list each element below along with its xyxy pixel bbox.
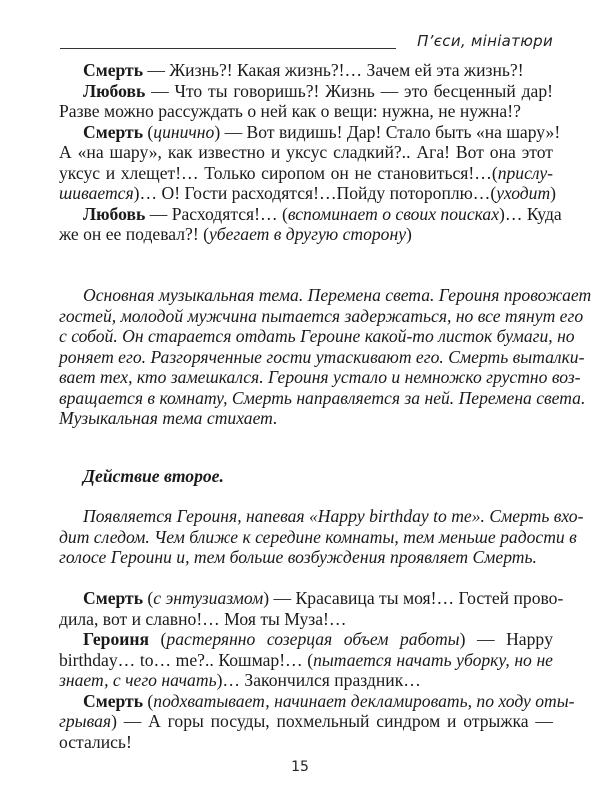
text-line [59, 60, 553, 81]
body-text: Разве можно рассуждать о ней как о вещи: нужна, не нужна!? [59, 101, 521, 121]
italic-text: вращается в комнату, Смерть направляется за ней. Перемена света. [59, 387, 586, 408]
act-heading [59, 466, 553, 487]
body-text: ) — А горы посуды, похмельный синдром и отрыжка — [111, 711, 553, 731]
body-text: А «на шару», как известно и уксус сладкий?.. Ага! Вот она этот [59, 142, 553, 162]
body-text: ) [406, 224, 412, 244]
text-line [59, 588, 564, 609]
text-line [59, 711, 553, 732]
text-line [59, 224, 553, 245]
body-text: ) — Красавица ты моя!… Гостей прово- [263, 588, 564, 608]
body-text: ) [550, 183, 557, 203]
body-text: ( [149, 629, 167, 649]
body-text: )… Закончился праздник… [216, 670, 421, 690]
speaker-name: Смерть [83, 690, 143, 711]
text-line [59, 285, 592, 306]
stage-direction-block [59, 285, 592, 429]
text-line [59, 81, 553, 102]
text-line [59, 203, 562, 225]
text-line [59, 609, 553, 630]
italic-text: с собой. Он старается отдать Героине какой-то листок бумаги, но [59, 326, 575, 346]
header-rule [60, 48, 396, 49]
text-line [59, 506, 584, 527]
text-line [59, 650, 553, 671]
text-line [59, 547, 553, 568]
italic-text: с энтузиазмом [153, 588, 264, 608]
body-text: )… О! Гости расходятся!…Пойду потороплю…( [133, 183, 497, 203]
text-line [59, 690, 575, 712]
page-number: 15 [291, 759, 309, 775]
body-text: birthday… to… me?.. Кошмар!… ( [59, 649, 314, 670]
text-line [59, 670, 553, 691]
italic-text: Основная музыкальная тема. Перемена света. Героиня провожает [83, 285, 592, 305]
text-line [59, 101, 553, 122]
body-text: — Что ты говоришь?! Жизнь — это бесценный дар! [145, 80, 553, 101]
italic-text: подхватывает, начинает декламировать, по ходу оты- [153, 690, 575, 711]
stage-direction-block [59, 506, 584, 568]
italic-text: Действие второе. [83, 466, 224, 486]
italic-text: растерянно созерцая объем работы [166, 629, 460, 649]
italic-text: Музыкальная тема стихает. [59, 408, 278, 428]
text-line [59, 408, 553, 429]
text-line [59, 387, 586, 409]
italic-text: убегает в другую сторону [208, 224, 407, 244]
body-text: — Жизнь?! Какая жизнь?!… Зачем ей эта жизнь?! [143, 60, 524, 80]
italic-text: прислу- [497, 162, 553, 183]
italic-text: вспоминает о своих поисках [287, 203, 500, 224]
text-line [59, 121, 561, 143]
body-text: уксус и хлещет!… Только сиропом он не становиться!…( [59, 162, 498, 183]
body-text: ( [143, 121, 154, 142]
italic-text: грывая [59, 711, 112, 731]
speaker-name: Героиня [83, 629, 150, 649]
dialogue-block [59, 588, 575, 752]
italic-text: знает, с чего начать [59, 670, 217, 690]
body-text: ( [143, 588, 154, 608]
text-line [59, 163, 553, 184]
speaker-name: Смерть [83, 588, 143, 608]
italic-text: голосе Героини и, тем больше возбуждения проявляет Смерть. [59, 547, 537, 567]
text-line [59, 305, 584, 327]
body-text: дила, вот и славно!… Моя ты Муза!… [59, 608, 347, 629]
text-line [59, 142, 553, 163]
italic-text: уходит [496, 183, 551, 203]
italic-text: гостей, молодой мужчина пытается задержаться, но все тянут его [59, 305, 584, 326]
body-text: ) — Happy [459, 629, 553, 649]
body-text: )… Куда [499, 203, 562, 224]
italic-text: пытается начать уборку, но не [313, 649, 553, 670]
text-line [59, 466, 553, 487]
speaker-name: Любовь [83, 80, 146, 101]
speaker-name: Смерть [83, 60, 143, 80]
body-text: — Расходятся!… ( [145, 203, 288, 224]
body-text: ) — Вот видишь! Дар! Стало быть «на шару»! [214, 121, 561, 142]
italic-text: шивается [59, 183, 134, 203]
italic-text: дит следом. Чем ближе к середине комнаты, тем меньше радости в [59, 526, 577, 547]
italic-text: цинично [153, 121, 215, 142]
italic-text: вает тех, кто замешкался. Героиня устало и немножко грустно воз- [59, 367, 581, 387]
italic-text: роняет его. Разгоряченные гости утаскивают его. Смерть выталки- [59, 346, 585, 367]
speaker-name: Любовь [83, 203, 146, 224]
text-line [59, 326, 575, 347]
running-head-title: П’єси, мініатюри [417, 32, 553, 50]
body-text: же он ее подевал?! ( [59, 224, 209, 244]
text-line [59, 526, 577, 548]
speaker-name: Смерть [83, 121, 143, 142]
text-line [59, 183, 557, 204]
dialogue-block [59, 60, 562, 245]
body-text: ( [143, 690, 154, 711]
italic-text: Появляется Героиня, напевая «Happy birthday to me». Смерть вхо- [83, 506, 584, 526]
text-line [59, 629, 553, 650]
body-text: остались! [59, 731, 132, 752]
text-line [59, 367, 581, 388]
text-line [59, 346, 585, 368]
text-line [59, 732, 553, 753]
